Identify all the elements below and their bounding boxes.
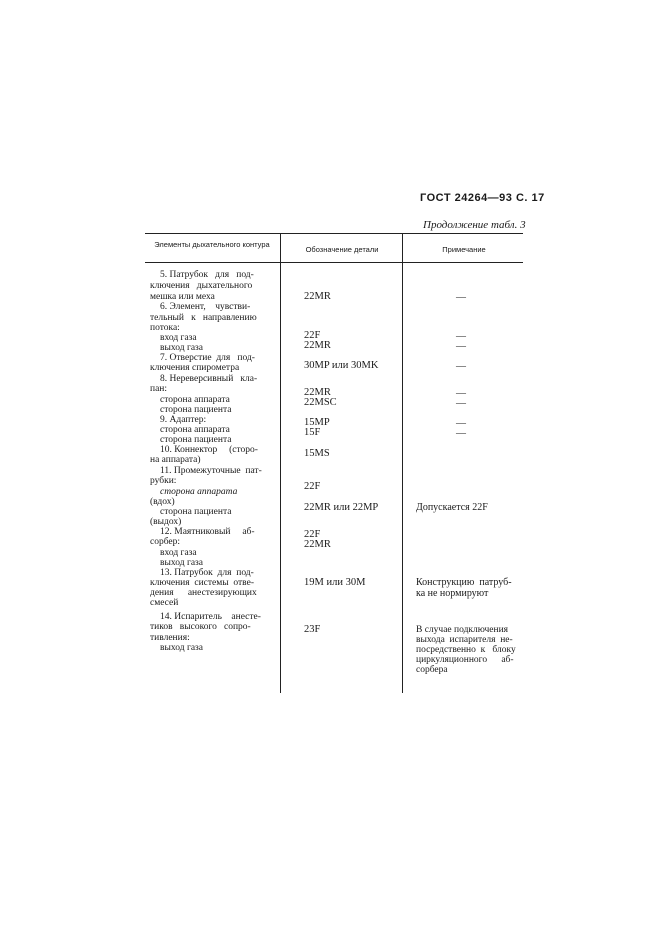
- designation-value: 22F: [304, 330, 321, 341]
- designation-value: 22MR или 22MP: [304, 502, 379, 513]
- element-line: (вдох): [150, 497, 175, 507]
- element-line: 14. Испаритель анесте-: [160, 612, 261, 622]
- element-line: ключения дыхательного: [150, 281, 253, 291]
- note-dash: —: [456, 398, 466, 409]
- element-line: 6. Элемент, чувстви-: [160, 302, 251, 312]
- element-line: 9. Адаптер:: [160, 415, 207, 425]
- element-line: сторона аппарата: [160, 395, 230, 405]
- note-text: Конструкцию патруб-: [416, 577, 512, 588]
- designation-value: 22MR: [304, 340, 331, 351]
- column-header-note: Примечание: [442, 245, 486, 254]
- element-line: выход газа: [160, 343, 204, 353]
- designation-value: 15MP: [304, 417, 330, 428]
- column-header-designation: Обозначение детали: [305, 245, 379, 254]
- note-text: Допускается 22F: [416, 502, 488, 513]
- note-dash: —: [456, 388, 466, 399]
- table-continuation-label: Продолжение табл. 3: [423, 219, 526, 231]
- designation-value: 23F: [304, 624, 321, 635]
- note-dash: —: [456, 341, 466, 352]
- table-top-rule: [145, 233, 523, 234]
- standard-header: ГОСТ 24264—93 С. 17: [420, 192, 545, 204]
- element-line: потока:: [150, 323, 180, 333]
- note-dash: —: [456, 292, 466, 303]
- element-line: сторона аппарата: [160, 425, 230, 435]
- element-line: дения анестезирующих: [150, 588, 257, 598]
- element-line: пан:: [150, 384, 168, 394]
- note-text: В случае подключения: [416, 625, 509, 635]
- note-dash: —: [456, 361, 466, 372]
- element-line: выход газа: [160, 643, 204, 653]
- element-line: 7. Отверстие для под-: [160, 353, 255, 363]
- designation-value: 19M или 30M: [304, 577, 366, 588]
- element-line: тиков высокого сопро-: [150, 622, 251, 632]
- designation-value: 15F: [304, 427, 321, 438]
- element-line: 12. Маятниковый аб-: [160, 527, 255, 537]
- element-line: мешка или меха: [150, 292, 215, 302]
- element-line: 10. Коннектор (сторо-: [160, 445, 258, 455]
- table-header-rule: [145, 262, 523, 263]
- element-line: выход газа: [160, 558, 204, 568]
- designation-value: 22F: [304, 481, 321, 492]
- element-line: сторона пациента: [160, 507, 232, 517]
- element-line: ключения системы отве-: [150, 578, 254, 588]
- element-line: тельный к направлению: [150, 313, 257, 323]
- element-line: на аппарата): [150, 455, 201, 465]
- element-line: смесей: [150, 598, 179, 608]
- column-divider-2: [402, 233, 403, 693]
- element-line: тивления:: [150, 633, 190, 643]
- designation-value: 22MR: [304, 539, 331, 550]
- element-line: рубки:: [150, 476, 177, 486]
- note-dash: —: [456, 331, 466, 342]
- element-line: 5. Патрубок для под-: [160, 270, 254, 280]
- designation-value: 15MS: [304, 448, 330, 459]
- element-line: вход газа: [160, 548, 197, 558]
- note-text: циркуляционного аб-: [416, 655, 514, 665]
- designation-value: 30MP или 30MK: [304, 360, 379, 371]
- designation-value: 22MR: [304, 291, 331, 302]
- element-line: ключения спирометра: [150, 363, 240, 373]
- note-text: ка не нормируют: [416, 588, 489, 599]
- designation-value: 22MSC: [304, 397, 337, 408]
- element-line: сорбер:: [150, 537, 181, 547]
- element-line: (выдох): [150, 517, 182, 527]
- note-text: выхода испарителя не-: [416, 635, 513, 645]
- designation-value: 22F: [304, 529, 321, 540]
- element-line: 13. Патрубок для под-: [160, 568, 254, 578]
- element-line: вход газа: [160, 333, 197, 343]
- element-line: 11. Промежуточные пат-: [160, 466, 262, 476]
- designation-value: 22MR: [304, 387, 331, 398]
- note-text: посредственно к блоку: [416, 645, 516, 655]
- element-line: 8. Нереверсивный кла-: [160, 374, 258, 384]
- note-dash: —: [456, 418, 466, 429]
- element-line: сторона пациента: [160, 435, 232, 445]
- element-line: сторона пациента: [160, 405, 232, 415]
- note-text: сорбера: [416, 665, 448, 675]
- element-line: сторона аппарата: [160, 487, 238, 497]
- note-dash: —: [456, 428, 466, 439]
- column-header-elements: Элементы дыхательного контура: [154, 240, 270, 249]
